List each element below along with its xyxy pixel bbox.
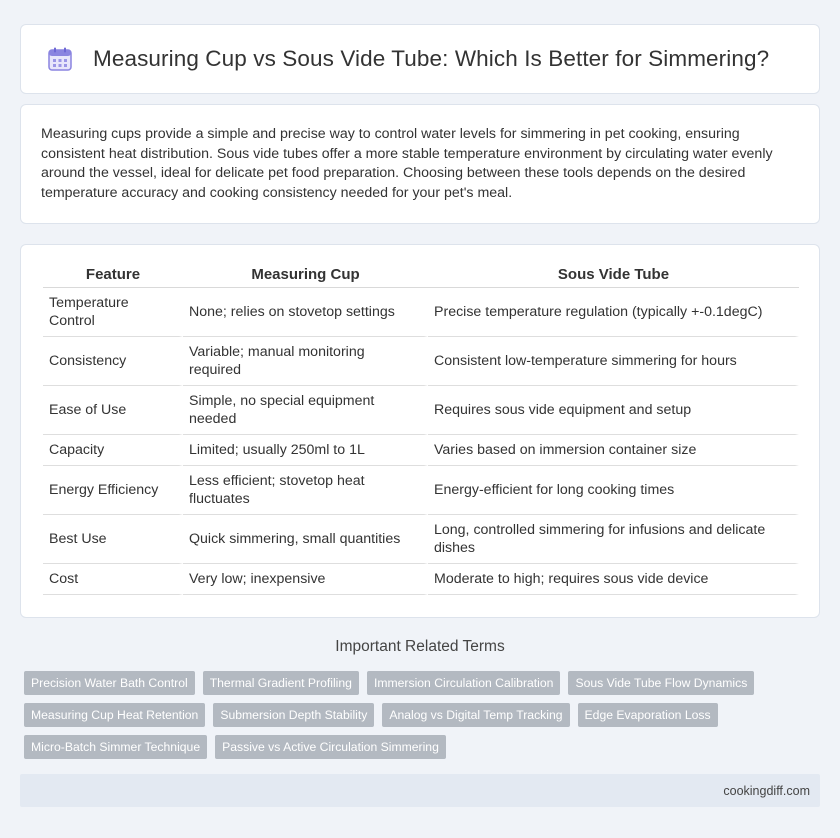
cell-measuring-cup: Quick simmering, small quantities xyxy=(183,515,428,564)
header-feature: Feature xyxy=(43,261,183,288)
table-row xyxy=(43,337,799,386)
cell-feature: Consistency xyxy=(43,337,183,386)
cell-sous-vide-tube: Varies based on immersion container size xyxy=(428,435,799,466)
cell-measuring-cup: Simple, no special equipment needed xyxy=(183,386,428,435)
cell-feature: Ease of Use xyxy=(43,386,183,435)
related-term-tag[interactable]: Measuring Cup Heat Retention xyxy=(24,703,205,727)
related-term-tag[interactable]: Edge Evaporation Loss xyxy=(578,703,718,727)
cell-feature: Cost xyxy=(43,564,183,595)
related-terms-title: Important Related Terms xyxy=(335,638,505,655)
cell-sous-vide-tube: Long, controlled simmering for infusions and delicate dishes xyxy=(428,515,799,564)
cell-sous-vide-tube: Precise temperature regulation (typically +-0.1degC) xyxy=(428,288,799,337)
footer xyxy=(20,774,820,807)
cell-feature: Capacity xyxy=(43,435,183,466)
cell-feature: Best Use xyxy=(43,515,183,564)
table-row xyxy=(43,564,799,595)
related-term-tag[interactable]: Analog vs Digital Temp Tracking xyxy=(382,703,569,727)
comparison-table xyxy=(43,261,799,595)
calendar-icon xyxy=(47,46,73,72)
related-term-tag[interactable]: Submersion Depth Stability xyxy=(213,703,374,727)
table-row xyxy=(43,515,799,564)
related-term-tag[interactable]: Immersion Circulation Calibration xyxy=(367,671,561,695)
cell-measuring-cup: Very low; inexpensive xyxy=(183,564,428,595)
table-header-row xyxy=(43,261,799,288)
header-measuring-cup: Measuring Cup xyxy=(183,261,428,288)
table-row xyxy=(43,386,799,435)
related-terms-list xyxy=(24,671,814,759)
comparison-card xyxy=(20,244,820,618)
related-term-tag[interactable]: Precision Water Bath Control xyxy=(24,671,195,695)
cell-feature: Temperature Control xyxy=(43,288,183,337)
footer-site[interactable]: cookingdiff.com xyxy=(723,783,810,798)
cell-sous-vide-tube: Moderate to high; requires sous vide device xyxy=(428,564,799,595)
table-row xyxy=(43,288,799,337)
related-term-tag[interactable]: Micro-Batch Simmer Technique xyxy=(24,735,207,759)
cell-measuring-cup: Variable; manual monitoring required xyxy=(183,337,428,386)
cell-sous-vide-tube: Energy-efficient for long cooking times xyxy=(428,466,799,515)
cell-measuring-cup: Limited; usually 250ml to 1L xyxy=(183,435,428,466)
intro-text: Measuring cups provide a simple and precise way to control water levels for simmering in pet cooking, ensuring consistent heat distribution. Sous vide tubes offer a more stable temperature environment by circulating water evenly around the vessel, ideal for delicate pet food preparation. Choosing between these tools depends on the desired temperature accuracy and cooking consistency needed for your pet's meal. xyxy=(41,126,773,201)
intro-card xyxy=(20,104,820,224)
table-row xyxy=(43,466,799,515)
table-row xyxy=(43,435,799,466)
related-term-tag[interactable]: Passive vs Active Circulation Simmering xyxy=(215,735,446,759)
cell-measuring-cup: Less efficient; stovetop heat fluctuates xyxy=(183,466,428,515)
cell-sous-vide-tube: Requires sous vide equipment and setup xyxy=(428,386,799,435)
title-card xyxy=(20,24,820,94)
related-term-tag[interactable]: Thermal Gradient Profiling xyxy=(203,671,359,695)
cell-measuring-cup: None; relies on stovetop settings xyxy=(183,288,428,337)
page-title: Measuring Cup vs Sous Vide Tube: Which Is Better for Simmering? xyxy=(93,46,770,71)
related-term-tag[interactable]: Sous Vide Tube Flow Dynamics xyxy=(568,671,754,695)
header-sous-vide-tube: Sous Vide Tube xyxy=(428,261,799,288)
cell-feature: Energy Efficiency xyxy=(43,466,183,515)
cell-sous-vide-tube: Consistent low-temperature simmering for hours xyxy=(428,337,799,386)
